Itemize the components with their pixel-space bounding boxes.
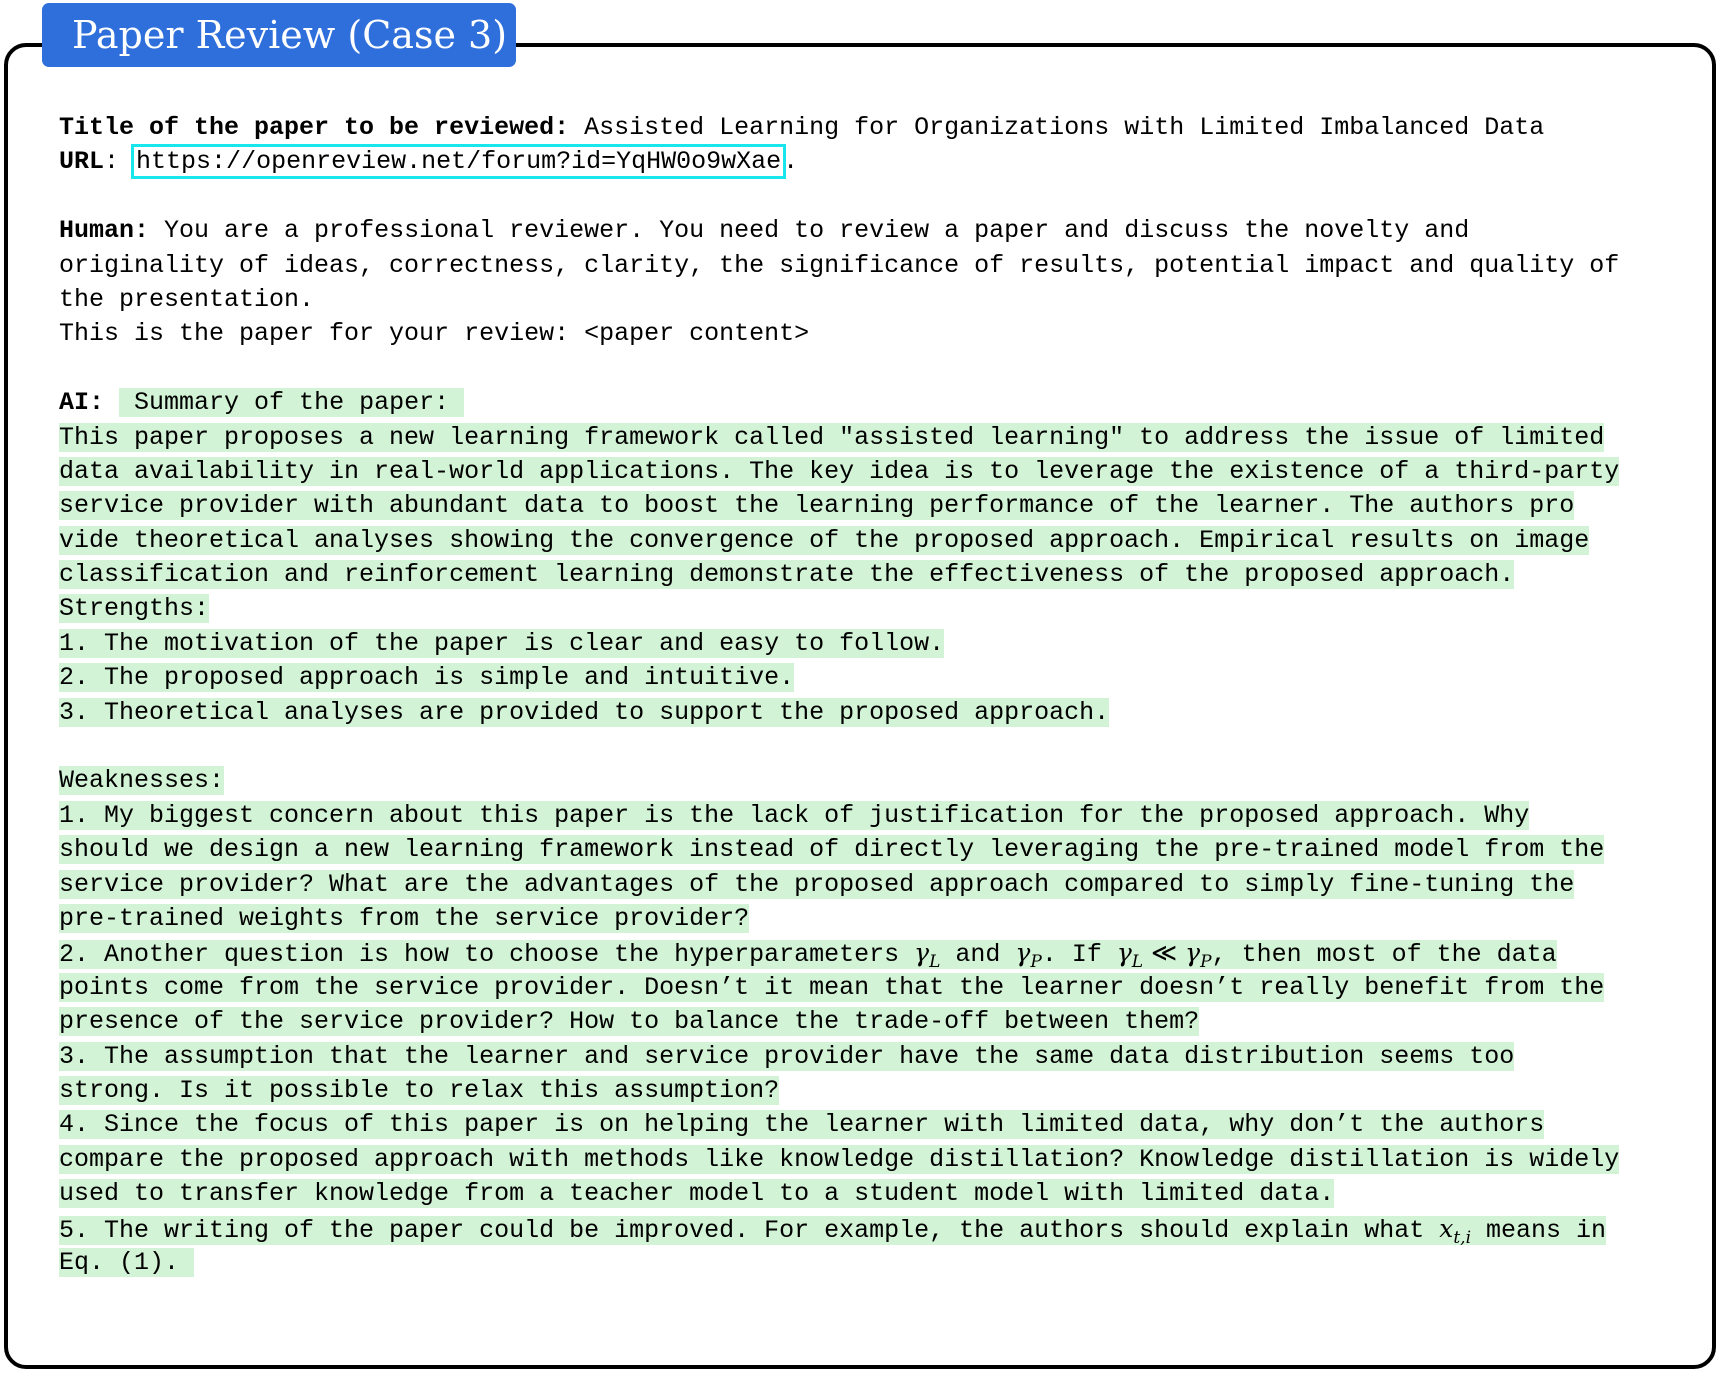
summary-text: vide theoretical analyses showing the convergence of the proposed approach. Empirical results on image (59, 525, 1590, 555)
human-line-4: This is the paper for your review: <paper content> (59, 319, 810, 349)
gamma-ll-math (1116, 938, 1212, 973)
human-line-1 (59, 214, 1679, 248)
weakness-2-line (59, 971, 1679, 1005)
weakness-text: 2. Another question is how to choose the hyperparameters (59, 940, 915, 970)
strength-text: 3. Theoretical analyses are provided to support the proposed approach. (59, 697, 1110, 727)
strength-item (59, 627, 1679, 661)
human-line-2: originality of ideas, correctness, clarity, the significance of results, potential impact and quality of (59, 250, 1620, 280)
url-line (59, 145, 1679, 179)
subscript-p: P (1030, 952, 1042, 973)
weakness-text: means in (1471, 1215, 1607, 1245)
summary-line (59, 421, 1679, 455)
weakness-text: compare the proposed approach with methods like knowledge distillation? Knowledge distillation is widely (59, 1144, 1620, 1174)
weakness-text: Eq. (1). (59, 1247, 195, 1277)
weakness-text: points come from the service provider. Doesn’t it mean that the learner doesn’t really benefit from the (59, 972, 1605, 1002)
weakness-2-first (59, 938, 1557, 973)
weaknesses-heading-line (59, 764, 1679, 798)
gamma-symbol: γ (1185, 938, 1201, 968)
gamma-symbol: γ (914, 938, 930, 968)
spacer (59, 180, 1679, 214)
weakness-5-line (59, 1212, 1679, 1246)
case-title-banner: Paper Review (Case 3) (42, 3, 516, 67)
weakness-2-line (59, 1005, 1679, 1039)
paper-title-label: Title of the paper to be reviewed: (59, 113, 570, 142)
spacer (59, 730, 1679, 764)
url-label: URL (59, 147, 105, 177)
ai-summary-heading-line (59, 386, 1679, 420)
weakness-3-line (59, 1074, 1679, 1108)
weakness-text: 3. The assumption that the learner and service provider have the same data distribution seems too (59, 1041, 1515, 1071)
gamma-symbol: γ (1116, 938, 1132, 968)
weakness-text: strong. Is it possible to relax this assumption? (59, 1075, 780, 1105)
spacer (59, 352, 1679, 386)
summary-line (59, 558, 1679, 592)
much-less-symbol: ≪ (1151, 938, 1178, 968)
weaknesses-heading: Weaknesses: (59, 766, 225, 796)
weakness-1-line (59, 799, 1679, 833)
summary-line (59, 489, 1679, 523)
summary-line (59, 524, 1679, 558)
subscript-ti: t,i (1453, 1227, 1472, 1248)
weakness-text: service provider? What are the advantages of the proposed approach compared to simply fine-tuning the (59, 869, 1575, 899)
human-text: You are a professional reviewer. You need to review a paper and discuss the novelty and (164, 216, 1470, 246)
paper-url-link[interactable]: https://openreview.net/forum?id=YqHW0o9wXae (136, 147, 782, 177)
weakness-text: and (940, 940, 1016, 970)
summary-text: data availability in real-world applications. The key idea is to leverage the existence of a third-party (59, 456, 1620, 486)
summary-heading: Summary of the paper: (119, 388, 465, 418)
weakness-1-line (59, 902, 1679, 936)
weakness-1-line (59, 868, 1679, 902)
strength-text: 2. The proposed approach is simple and intuitive. (59, 663, 795, 693)
gamma-l-math (914, 938, 941, 973)
weakness-4-line (59, 1177, 1679, 1211)
x-ti-math (1439, 1213, 1472, 1248)
gamma-p-math (1015, 938, 1042, 973)
weakness-2-line (59, 936, 1679, 973)
strength-item (59, 661, 1679, 695)
subscript-p: P (1200, 952, 1212, 973)
weakness-text: , then most of the data (1211, 940, 1557, 970)
weakness-text: used to transfer knowledge from a teacher model to a student model with limited data. (59, 1179, 1335, 1209)
weakness-5-first (59, 1213, 1607, 1248)
human-label: Human: (59, 216, 150, 246)
weakness-text: 5. The writing of the paper could be improved. For example, the authors should explain what (59, 1215, 1440, 1245)
summary-line (59, 455, 1679, 489)
weakness-5-line (59, 1246, 1679, 1280)
weakness-4-line (59, 1108, 1679, 1142)
weakness-text: 4. Since the focus of this paper is on helping the learner with limited data, why don’t the authors (59, 1110, 1545, 1140)
weakness-3-line (59, 1040, 1679, 1074)
ai-label: AI: (59, 388, 105, 418)
weakness-text: . If (1041, 940, 1117, 970)
summary-text: classification and reinforcement learning demonstrate the effectiveness of the proposed approach. (59, 560, 1515, 590)
subscript-l: L (929, 952, 941, 973)
gamma-symbol: γ (1015, 938, 1031, 968)
weakness-4-line (59, 1143, 1679, 1177)
weakness-text: 1. My biggest concern about this paper is the lack of justification for the proposed approach. Why (59, 800, 1530, 830)
summary-text: service provider with abundant data to boost the learning performance of the learner. The authors pro (59, 491, 1575, 521)
paper-title-value: Assisted Learning for Organizations with Limited Imbalanced Data (584, 113, 1545, 142)
x-symbol: x (1439, 1213, 1454, 1243)
weakness-1-line (59, 833, 1679, 867)
subscript-l: L (1131, 952, 1144, 973)
strength-text: 1. The motivation of the paper is clear and easy to follow. (59, 628, 945, 658)
weakness-text: presence of the service provider? How to balance the trade-off between them? (59, 1007, 1200, 1037)
strengths-heading-line (59, 592, 1679, 626)
summary-text: This paper proposes a new learning framework called "assisted learning" to address the issue of limited (59, 422, 1605, 452)
weakness-text: pre-trained weights from the service provider? (59, 903, 750, 933)
url-separator: : (104, 147, 120, 177)
strengths-heading: Strengths: (59, 594, 210, 624)
strength-item (59, 696, 1679, 730)
paper-title-line (59, 111, 1679, 145)
weakness-text: should we design a new learning framework instead of directly leveraging the pre-trained model from the (59, 835, 1605, 865)
review-content (59, 111, 1679, 1280)
url-period: . (783, 147, 799, 177)
human-line-3: the presentation. (59, 284, 315, 314)
